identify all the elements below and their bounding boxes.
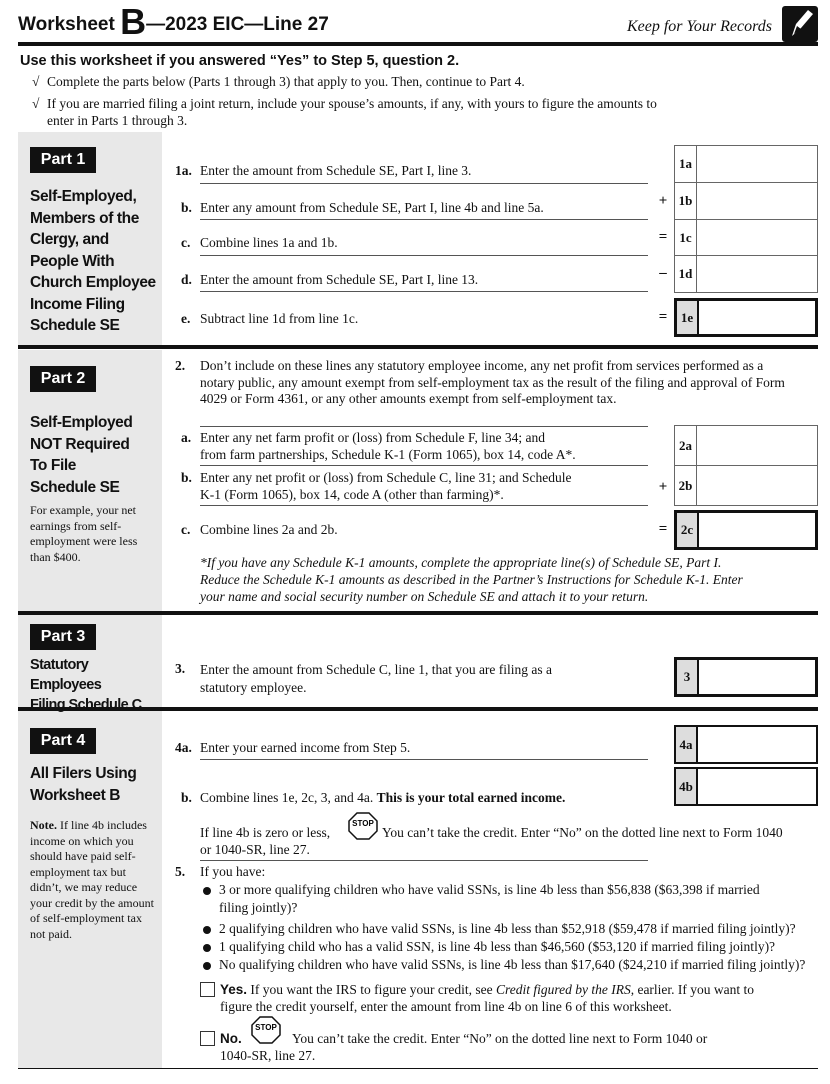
section-rule xyxy=(18,611,818,615)
line-3-box: 3 xyxy=(674,657,818,697)
part4-label: Part 4 xyxy=(30,728,96,754)
header-rule xyxy=(18,42,818,46)
underline xyxy=(200,219,648,220)
line-1b-text: Enter any amount from Schedule SE, Part I, line 4b and line 5a. xyxy=(200,200,544,215)
underline xyxy=(200,291,648,292)
part1-heading: Self-Employed, Members of the Clergy, and People With Church Employee Income Filing Schedule SE xyxy=(30,188,156,334)
line-number: c. xyxy=(181,522,191,537)
no-checkbox[interactable] xyxy=(200,1031,215,1046)
line-number: 1a. xyxy=(175,163,192,178)
line-2b-text: Enter any net profit or (loss) from Schedule C, line 31; and Schedule K-1 (Form 1065), box 14, code A (other than farming)*. xyxy=(200,470,572,502)
intro-check2-cont: enter in Parts 1 through 3. xyxy=(47,113,188,128)
line-3-field[interactable] xyxy=(699,660,815,694)
bullet-item: 2 qualifying children who have valid SSNs, is line 4b less than $52,918 ($59,478 if married filing jointly)? xyxy=(205,921,796,937)
line-2-intro: Don’t include on these lines any statutory employee income, any net profit from services performed as a notary public, any amount exempt from self-employment tax as the result of the filing and approval of Form 4029 or Form 4361, or any other amounts exempt from self-employment tax. xyxy=(200,358,785,406)
underline xyxy=(200,860,648,861)
line-2a-field[interactable] xyxy=(697,426,817,465)
underline xyxy=(200,759,648,760)
part4-note: Note. If line 4b includes income on which you should have paid self-employment tax but didn’t, we may reduce your credit by the amount of self-employment tax not paid. xyxy=(30,818,154,941)
line-number: b. xyxy=(181,470,192,485)
part2-note: For example, your net earnings from self-employment were less than $400. xyxy=(30,503,138,564)
stop-sign-icon xyxy=(348,812,378,840)
line-2c-box: 2c xyxy=(674,510,818,550)
plus-operator: + xyxy=(658,479,668,495)
line-4b-field[interactable] xyxy=(698,769,816,804)
yes-option-text: Yes. If you want the IRS to figure your credit, see Credit figured by the IRS, earlier. If you want to xyxy=(220,982,755,997)
svg-text:STOP: STOP xyxy=(255,1023,277,1032)
plus-operator: + xyxy=(658,193,668,209)
part2-heading: Self-Employed NOT Required To File Schedule SE xyxy=(30,414,133,496)
line-4a-box: 4a xyxy=(674,725,818,764)
line-4b-text: Combine lines 1e, 2c, 3, and 4a. This is your total earned income. xyxy=(200,790,566,805)
line-2c-text: Combine lines 2a and 2b. xyxy=(200,522,338,537)
line-1a-field[interactable] xyxy=(697,146,817,182)
line-number: a. xyxy=(181,430,192,445)
line-number: 5. xyxy=(175,864,186,879)
part3-heading: Statutory Employees Filing Schedule C xyxy=(30,657,142,713)
part2-footnote: *If you have any Schedule K-1 amounts, complete the appropriate line(s) of Schedule SE, Part I. Reduce the Schedule K-1 amounts as described in the Partner’s Instructions for Schedule K-1. Enter your name and social security number on Schedule SE and attach it to your return. xyxy=(200,555,743,604)
line-1e-text: Subtract line 1d from line 1c. xyxy=(200,311,359,326)
check-icon: √ xyxy=(32,74,40,89)
intro-check2: If you are married filing a joint return, include your spouse’s amounts, if any, with yours to figure the amounts to xyxy=(47,96,657,111)
line-4a-text: Enter your earned income from Step 5. xyxy=(200,740,411,755)
line-1d-text: Enter the amount from Schedule SE, Part I, line 13. xyxy=(200,272,479,287)
line-1c-field[interactable] xyxy=(697,220,817,255)
underline xyxy=(200,426,648,427)
line-1c-text: Combine lines 1a and 1b. xyxy=(200,235,338,250)
section-rule xyxy=(18,345,818,349)
line-2b-field[interactable] xyxy=(697,466,817,505)
intro-heading: Use this worksheet if you answered “Yes” to Step 5, question 2. xyxy=(20,53,460,69)
line-1a-box: 1a xyxy=(674,145,818,183)
line-number: 4a. xyxy=(175,740,192,755)
bullet-item-cont: filing jointly)? xyxy=(219,900,298,915)
line-number: b. xyxy=(181,200,192,215)
line-1e-box: 1e xyxy=(674,298,818,337)
bottom-rule xyxy=(18,1068,818,1069)
line-1b-field[interactable] xyxy=(697,183,817,219)
line-1a-text: Enter the amount from Schedule SE, Part I, line 3. xyxy=(200,163,472,178)
line-1b-box: 1b xyxy=(674,182,818,220)
equals-operator: = xyxy=(658,521,668,537)
line-2c-field[interactable] xyxy=(699,513,815,547)
bullet-item: 1 qualifying child who has a valid SSN, is line 4b less than $46,560 ($53,120 if married filing jointly)? xyxy=(205,939,775,955)
underline xyxy=(200,505,648,506)
no-option-label: No. xyxy=(220,1031,242,1046)
line-number: c. xyxy=(181,235,191,250)
line-1d-field[interactable] xyxy=(697,256,817,292)
part1-label: Part 1 xyxy=(30,147,96,173)
bullet-item: 3 or more qualifying children who have valid SSNs, is line 4b less than $56,838 ($63,398 if married xyxy=(205,882,760,898)
part4-heading: All Filers Using Worksheet B xyxy=(30,765,137,804)
keep-for-records: Keep for Your Records xyxy=(626,18,772,35)
equals-operator: = xyxy=(658,309,668,325)
line-4b-box: 4b xyxy=(674,767,818,806)
line-5-text: If you have: xyxy=(200,864,266,879)
svg-text:STOP: STOP xyxy=(352,819,374,828)
part3-label: Part 3 xyxy=(30,624,96,650)
line-number: b. xyxy=(181,790,192,805)
equals-operator: = xyxy=(658,229,668,245)
line-2a-box: 2a xyxy=(674,425,818,466)
underline xyxy=(200,183,648,184)
worksheet-title: Worksheet B—2023 EIC—Line 27 xyxy=(18,1,329,42)
underline xyxy=(200,255,648,256)
line-4a-field[interactable] xyxy=(698,727,816,762)
no-option-text: You can’t take the credit. Enter “No” on the dotted line next to Form 1040 or xyxy=(292,1031,708,1046)
line-number: 2. xyxy=(175,358,186,373)
zero-warning: If line 4b is zero or less, xyxy=(200,825,331,840)
no-option-cont: 1040-SR, line 27. xyxy=(220,1048,316,1063)
line-1d-box: 1d xyxy=(674,255,818,293)
minus-operator: – xyxy=(659,265,667,281)
line-1e-field[interactable] xyxy=(699,301,815,334)
check-icon: √ xyxy=(32,96,40,111)
line-3-text: Enter the amount from Schedule C, line 1, that you are filing as a statutory employee. xyxy=(200,662,553,695)
part2-label: Part 2 xyxy=(30,366,96,392)
yes-option-cont: figure the credit yourself, enter the amount from line 4b on line 6 of this worksheet. xyxy=(220,999,672,1014)
yes-checkbox[interactable] xyxy=(200,982,215,997)
pencil-note-icon xyxy=(782,6,818,42)
underline xyxy=(200,465,648,466)
line-1c-box: 1c xyxy=(674,219,818,256)
line-number: d. xyxy=(181,272,192,287)
line-number: 3. xyxy=(175,661,186,676)
intro-check1: Complete the parts below (Parts 1 through 3) that apply to you. Then, continue to Part 4. xyxy=(47,74,525,89)
bullet-item: No qualifying children who have valid SSNs, is line 4b less than $17,640 ($24,210 if married filing jointly)? xyxy=(205,957,805,973)
line-number: e. xyxy=(181,311,191,326)
line-2a-text: Enter any net farm profit or (loss) from Schedule F, line 34; and from farm partnerships, Schedule K-1 (Form 1065), box 14, code A*. xyxy=(200,430,576,462)
zero-warning-cont: or 1040-SR, line 27. xyxy=(200,842,310,857)
stop-sign-icon xyxy=(251,1016,281,1044)
line-2b-box: 2b xyxy=(674,465,818,506)
zero-warning-cont: You can’t take the credit. Enter “No” on the dotted line next to Form 1040 xyxy=(382,825,783,840)
